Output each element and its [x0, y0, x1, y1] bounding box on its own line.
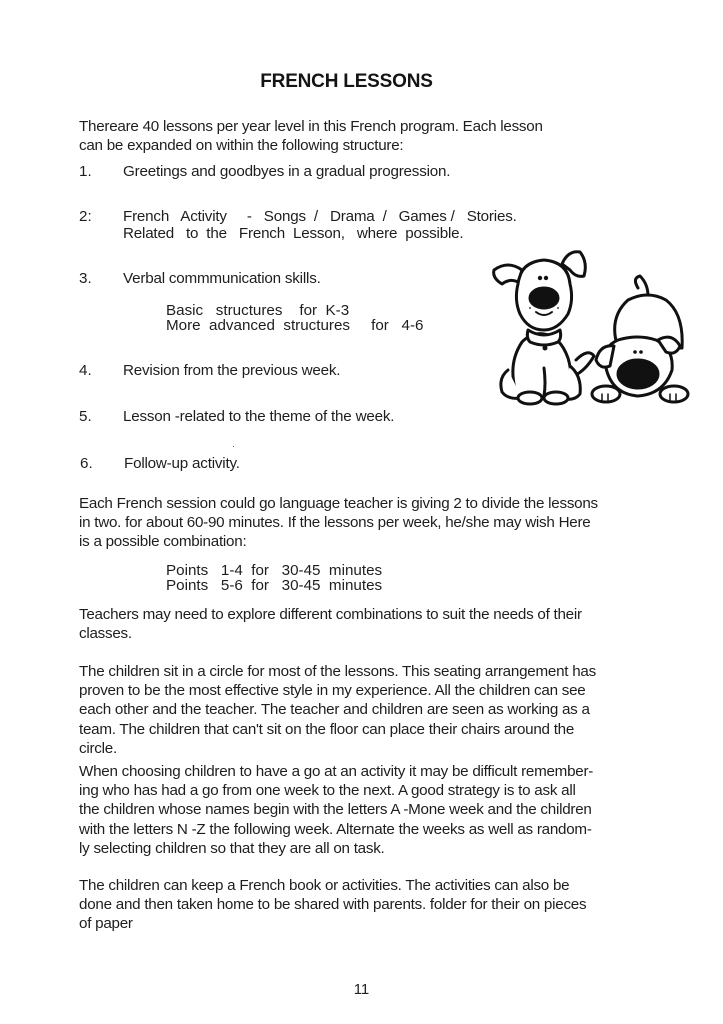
sub-structure-line: More advanced structures for 4-6: [166, 317, 424, 334]
item-number: 3.: [79, 270, 92, 287]
bowing-dog-icon: [592, 276, 688, 402]
item-number: 2:: [79, 208, 92, 225]
sitting-dog-icon: [494, 252, 594, 404]
paragraph-line: of paper: [79, 915, 133, 933]
intro-paragraph: [79, 117, 649, 155]
item-number: 5.: [79, 408, 92, 425]
teachers-paragraph: [79, 605, 649, 643]
page-number: 11: [353, 981, 370, 998]
paragraph-line: Teachers may need to explore different combinations to suit the needs of their: [79, 606, 582, 623]
circle-paragraph: [79, 662, 649, 758]
page-title: FRENCH LESSONS: [260, 71, 433, 92]
paragraph-line: with the letters N -Z the following week. Alternate the weeks as well as random-: [79, 820, 592, 838]
item-number: 4.: [79, 362, 92, 379]
item-text: Related to the French Lesson, where possible.: [123, 225, 464, 242]
item-text: Greetings and goodbyes in a gradual progression.: [123, 163, 451, 180]
paragraph-line: circle.: [79, 739, 117, 757]
paragraph-line: The children sit in a circle for most of the lessons. This seating arrangement has: [79, 663, 596, 680]
paragraph-line: ing who has had a go from one week to the next. A good strategy is to ask all: [79, 782, 576, 800]
paragraph-line: Each French session could go language teacher is giving 2 to divide the lessons: [79, 495, 598, 512]
intro-line: can be expanded on within the following structure:: [79, 137, 404, 155]
paragraph-line: each other and the teacher. The teacher and children are seen as working as a: [79, 701, 590, 719]
item-text: Verbal commmunication skills.: [123, 270, 321, 287]
book-paragraph: [79, 876, 649, 934]
paragraph-line: When choosing children to have a go at an activity it may be difficult remember-: [79, 763, 594, 780]
dogs-illustration: [488, 248, 716, 408]
item-text: Follow-up activity.: [124, 455, 240, 472]
item-text: Lesson -related to the theme of the week.: [123, 408, 395, 425]
combination-line: Points 5-6 for 30-45 minutes: [166, 577, 383, 594]
item-text: French Activity - Songs / Drama / Games / Stories.: [123, 208, 517, 225]
item-text: Revision from the previous week.: [123, 362, 341, 379]
paragraph-line: the children whose names begin with the letters A -Mone week and the children: [79, 801, 592, 819]
sub-structure-line: Basic structures for K-3: [166, 302, 350, 319]
paragraph-line: proven to be the most effective style in my experience. All the children can see: [79, 682, 586, 700]
stray-mark: [233, 446, 234, 447]
intro-line: Thereare 40 lessons per year level in this French program. Each lesson: [79, 118, 543, 135]
combination-line: Points 1-4 for 30-45 minutes: [166, 562, 383, 579]
item-number: 1.: [79, 163, 92, 180]
paragraph-line: ly selecting children so that they are all on task.: [79, 839, 385, 857]
paragraph-line: team. The children that can't sit on the floor can place their chairs around the: [79, 720, 575, 738]
paragraph-line: is a possible combination:: [79, 533, 247, 551]
paragraph-line: done and then taken home to be shared with parents. folder for their on pieces: [79, 896, 587, 914]
paragraph-line: in two. for about 60-90 minutes. If the lessons per week, he/she may wish Here: [79, 514, 591, 532]
paragraph-line: The children can keep a French book or activities. The activities can also be: [79, 877, 570, 894]
choosing-paragraph: [79, 762, 649, 858]
session-paragraph: [79, 494, 649, 552]
item-number: 6.: [80, 455, 93, 472]
paragraph-line: classes.: [79, 625, 132, 643]
